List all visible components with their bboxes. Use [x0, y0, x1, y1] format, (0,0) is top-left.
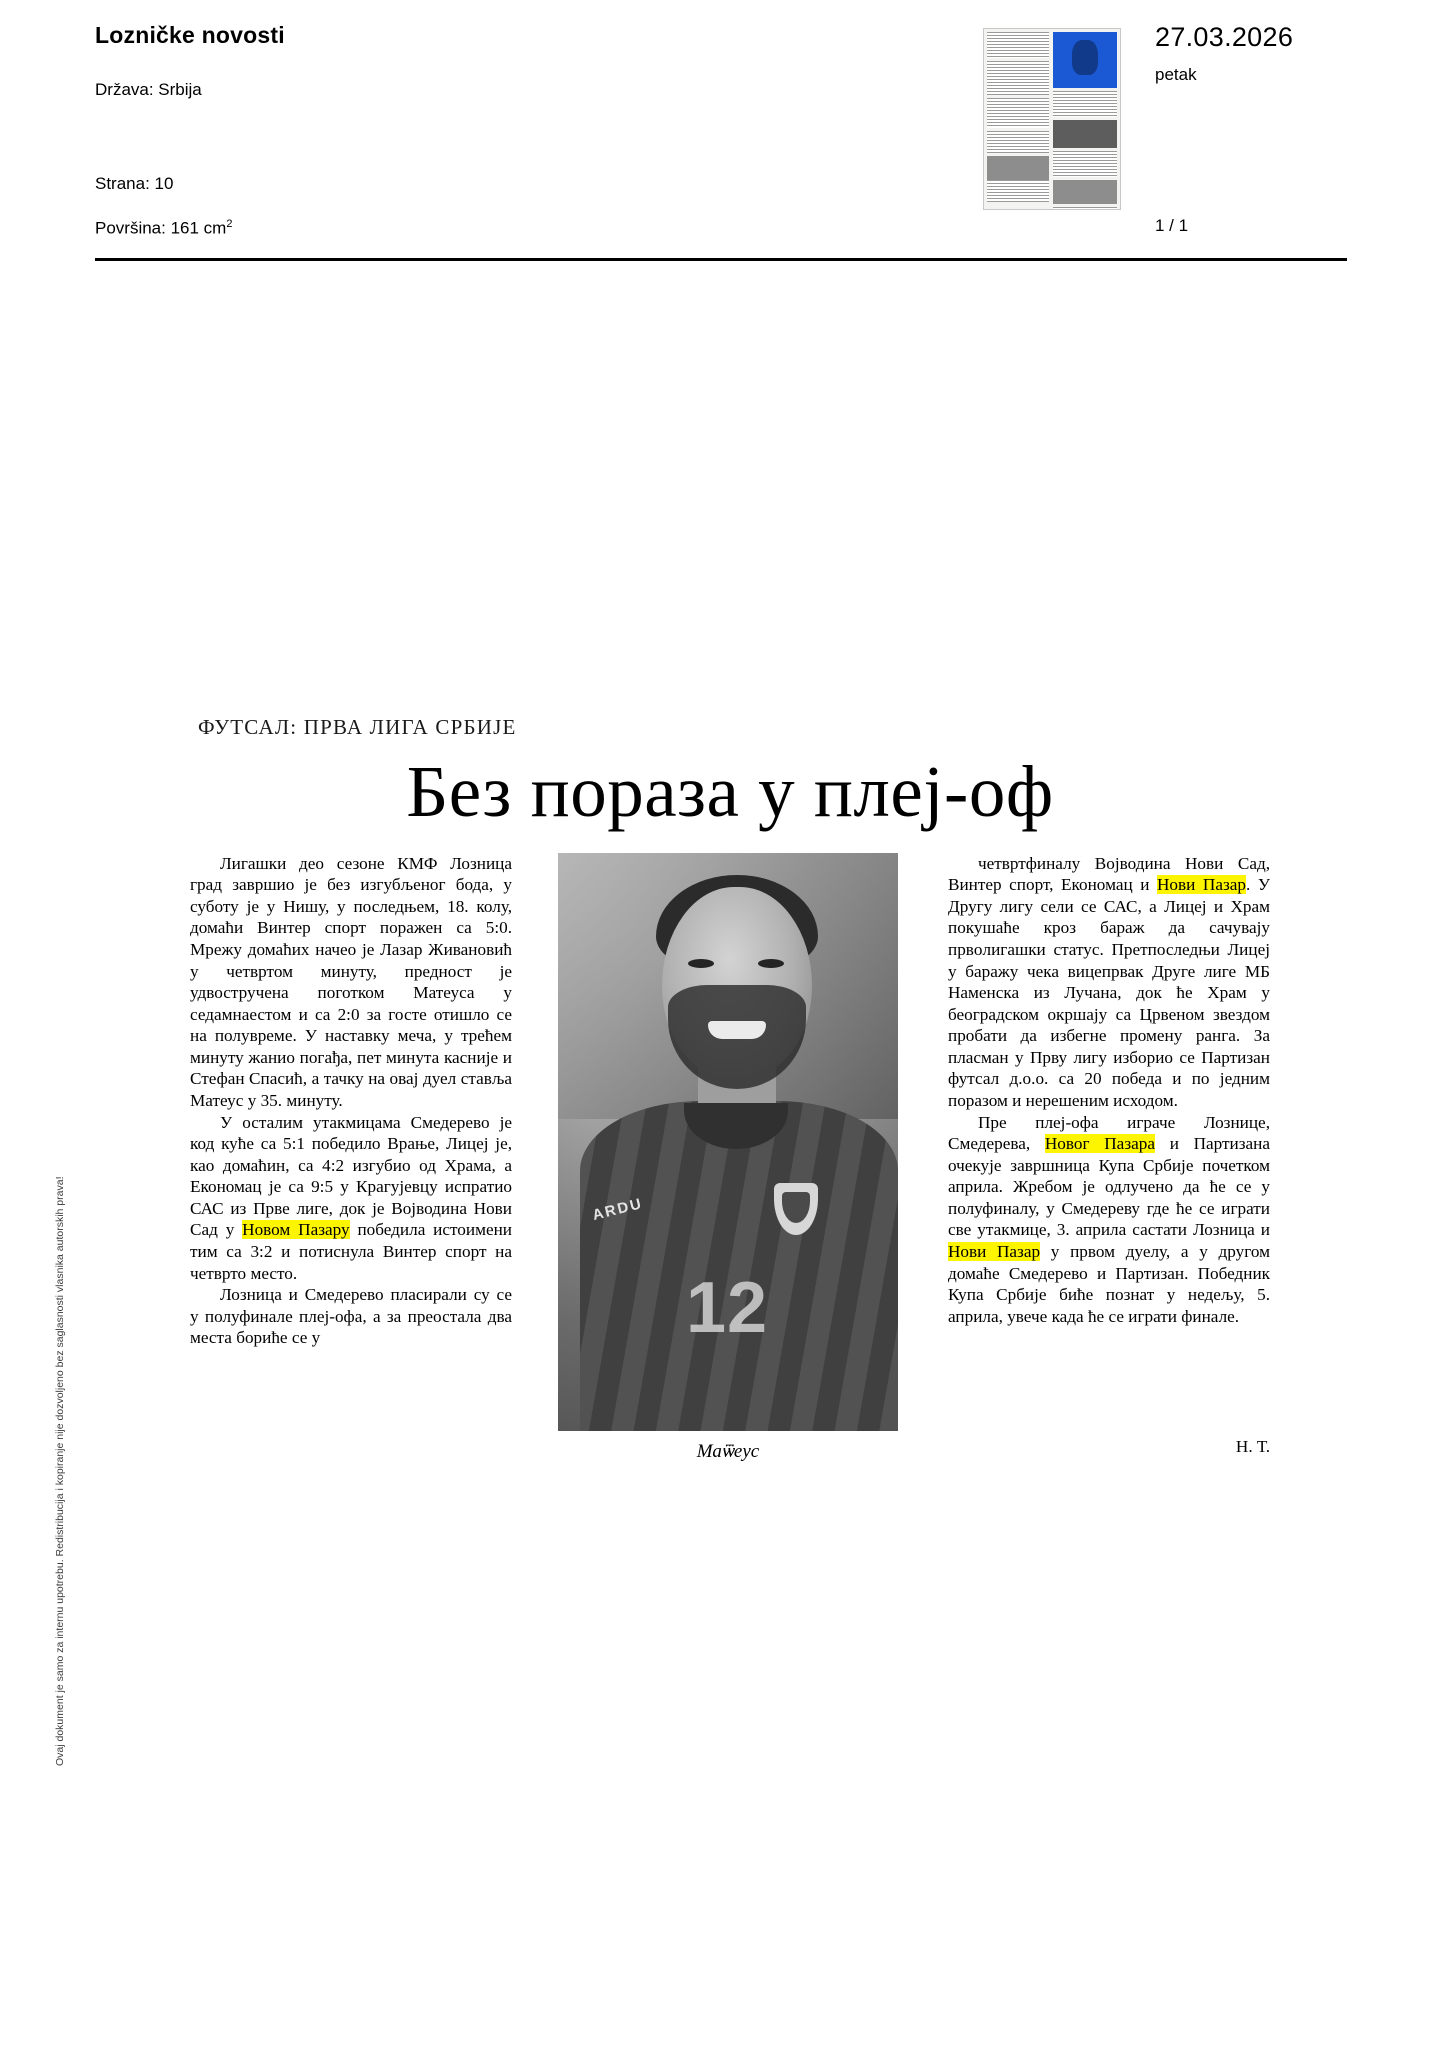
article [190, 715, 1270, 1463]
date-block [1155, 22, 1347, 85]
article-paragraph: четвртфиналу Војводина Нови Сад, Винтер спорт, Економац и Нови Пазар. У Другу лигу сели се САС, а Лицеј и Храм покушаће кроз бараж да сачувају првoлигашки статус. Претпоследњи Лицеј у баражу чека вицепрвак Друге лиге МБ Наменска из Лучана, док ће Храм у београдском окршају са Црвеном звездом пробати да избегне промену ранга. За пласман у Прву лигу изборио се Партизан футсал д.о.о. са 20 победа и по једним поразом и нерешеним исходом. [948, 853, 1271, 1110]
article-columns [190, 853, 1270, 1463]
highlighted-term: Нови Пазар [1157, 875, 1246, 895]
copyright-notice: Ovaj dokument je samo za internu upotrebu. Redistribucija i kopiranje nije dozvoljeno bez saglasnosti vlasnika autorskih prava! [54, 1176, 66, 1766]
document-header [95, 14, 1347, 254]
publication-date: 27.03.2026 [1155, 22, 1294, 52]
publication-area-exponent: 2 [226, 218, 233, 230]
page-count: 1 / 1 [1155, 216, 1189, 235]
highlighted-term: Новог Пазара [1044, 1134, 1155, 1154]
article-paragraph: У осталим утакмицама Смедерево је код куће са 5:1 победило Врање, Лицеј је, као домаћин, са 4:2 изгубио од Храма, а Економац је са 9:5 у Крагујевцу испратио САС из Прве лиге, док је Војводина Нови Сад у Новом Пазару победила истоимени тим са 3:2 и потиснула Винтер спорт на четврто место. [190, 1112, 512, 1283]
player-photo [558, 853, 898, 1431]
publication-page: Strana: 10 [95, 174, 174, 193]
article-photo-block [558, 853, 898, 1463]
publication-title: Lozničke novosti [95, 22, 285, 48]
jersey-number: 12 [686, 1267, 769, 1348]
photo-caption: Маѿеус [696, 1440, 760, 1462]
article-column-left [190, 853, 512, 1349]
article-paragraph: Лигашки део сезоне КМФ Лозница град завршио је без изгубљеног бода, у суботу је у Нишу, у последњем, 18. колу, домаћи Винтер спорт поражен са 5:0. Мрежу домаћих начео је Лазар Живановић у четвртом минуту, предност је удвостручена поготком Матеуса у седамнаестом и са 2:0 за госте отишло се на полувреме. У наставку меча, у трећем минуту жанио погађа, пет минута касније и Стефан Спасић, а тачку на овај дуел ставља Матеус у 35. минуту. [190, 853, 512, 1110]
article-headline: Без пораза у плеј-оф [406, 751, 1054, 832]
article-column-right [948, 853, 1270, 1328]
highlighted-term: Нови Пазар [948, 1242, 1041, 1262]
jersey-sponsor-text: ARDU [590, 1194, 645, 1224]
article-paragraph: Пре плеј-офа играче Лознице, Смедерева, Новог Пазара и Партизана очекује завршница Купа Србије почетком априла. Жребом је одлучено да ће се у полуфиналу, у Смедереву где ће се играти све утакмице, 3. априла састати Лозница и Нови Пазар у првом дуелу, а у другом домаће Смедерево и Партизан. Победник Купа Србије биће познат у недељу, 5. априла, увече када ће се играти финале. [948, 1112, 1270, 1326]
highlighted-term: Новом Пазару [242, 1220, 350, 1240]
thumbnail-right-column [1053, 32, 1117, 206]
publication-weekday: petak [1155, 65, 1197, 84]
article-byline: Н. Т. [1235, 1436, 1270, 1456]
article-kicker: ФУТСАЛ: ПРВА ЛИГА СРБИЈЕ [198, 715, 517, 739]
header-divider [95, 258, 1347, 261]
publication-area-text: Površina: 161 cm [95, 218, 227, 238]
article-paragraph: Лозница и Смедерево пласирали су се у полуфинале плеј-офа, а за преостала два места бориће се у [190, 1285, 512, 1348]
newspaper-page-thumbnail[interactable] [983, 28, 1121, 210]
publication-area [95, 218, 232, 239]
publication-country: Država: Srbija [95, 80, 202, 99]
thumbnail-left-column [987, 32, 1049, 206]
